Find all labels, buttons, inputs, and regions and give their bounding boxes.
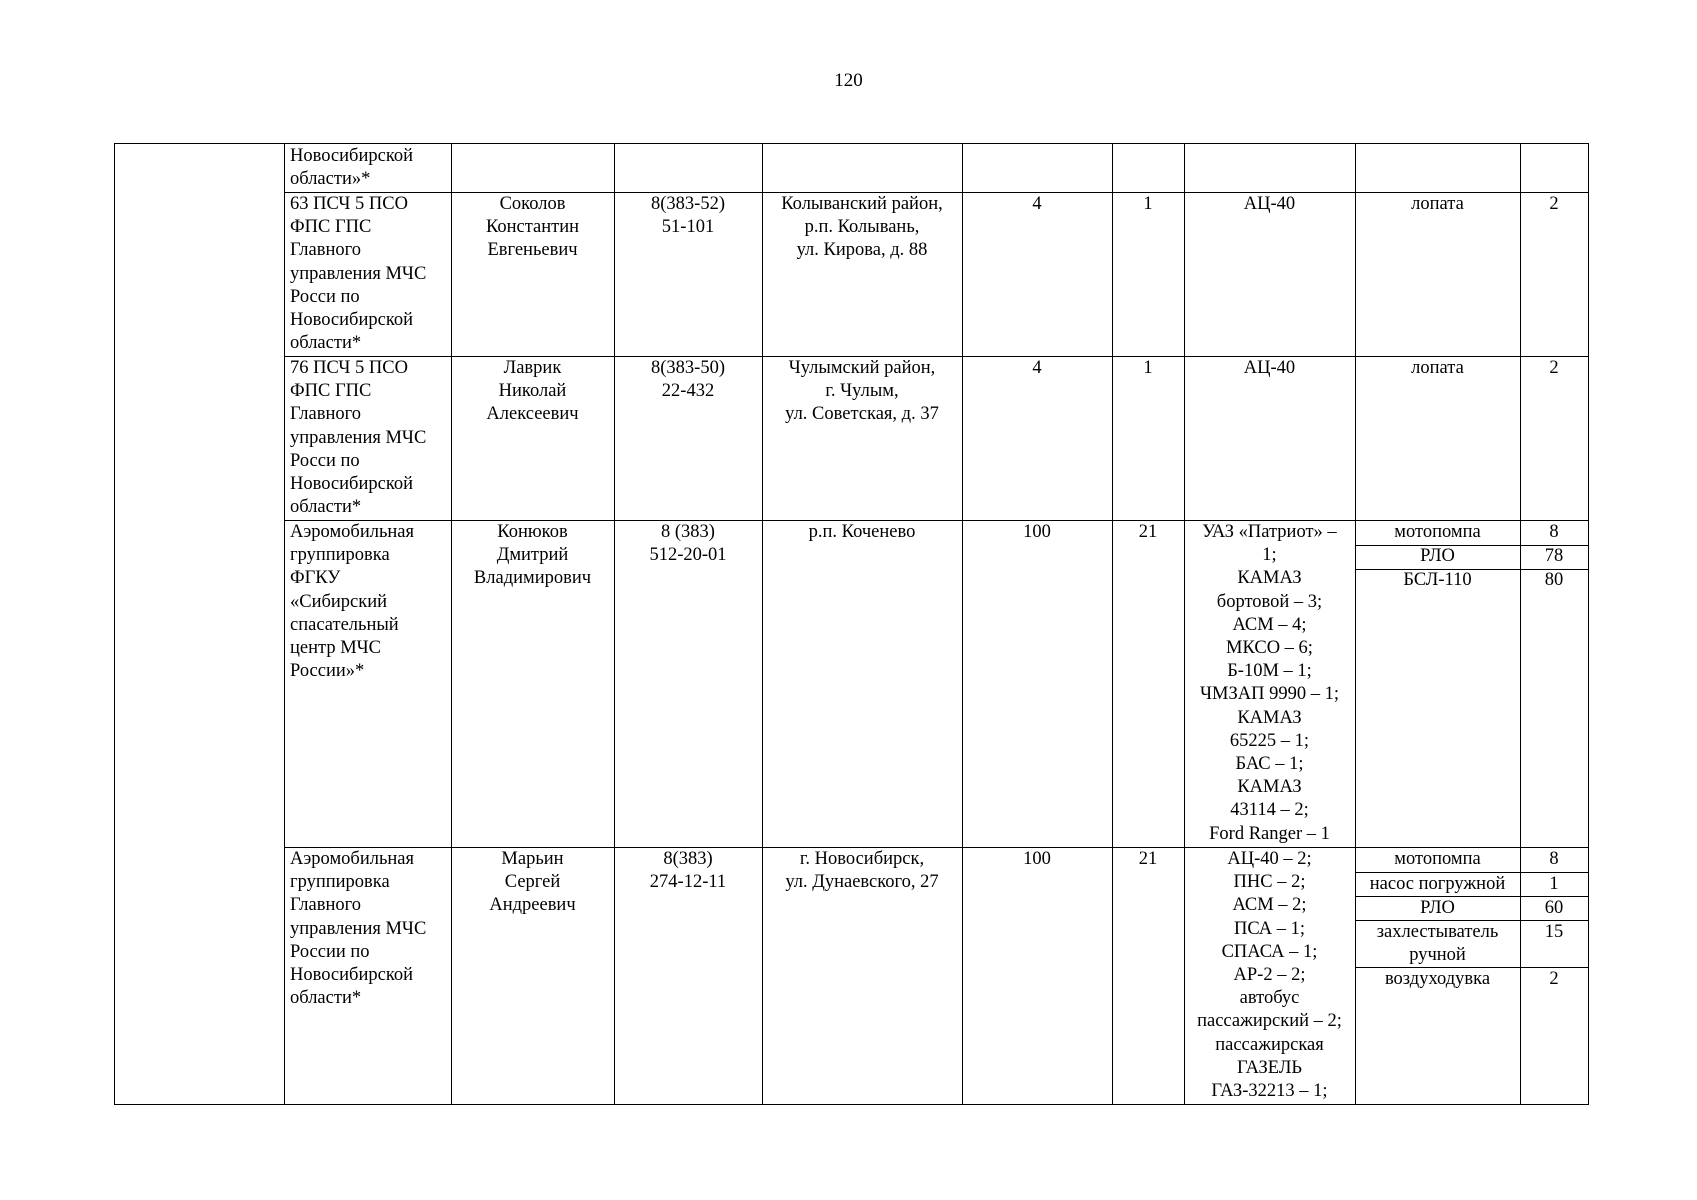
page-number: 120	[834, 70, 863, 91]
head-name-cell-line: Константин	[485, 217, 580, 238]
organization-cell	[290, 193, 451, 355]
table-border	[114, 144, 115, 1104]
organization-cell-line: управления МЧС	[290, 427, 427, 448]
address-cell-line: р.п. Колывань,	[804, 217, 920, 238]
organization-cell-line: 63 ПСЧ 5 ПСО	[290, 194, 408, 214]
equipment-name-cell-line: мотопомпа	[1394, 849, 1481, 869]
organization-cell-line: Новосибирской	[290, 965, 414, 986]
phone-cell-line: 274-12-11	[649, 872, 727, 893]
organization-cell-line: Росси по	[290, 286, 360, 307]
organization-cell-line: ФПС ГПС	[290, 381, 372, 402]
organization-cell-line: области*	[290, 497, 362, 518]
personnel-count: 100	[1023, 522, 1051, 542]
address-cell-line: р.п. Коченево	[808, 522, 916, 542]
equipment-name-cell-line: РЛО	[1420, 546, 1455, 566]
column-divider	[962, 144, 963, 1104]
phone-cell	[614, 848, 762, 894]
column-divider	[762, 144, 763, 1104]
head-name-cell	[451, 193, 614, 263]
vehicles-cell-line: 43114 – 2;	[1230, 800, 1309, 821]
vehicles-cell-line: АСМ – 2;	[1232, 895, 1307, 916]
head-name-cell	[451, 521, 614, 591]
vehicles-cell-line: 65225 – 1;	[1229, 730, 1310, 751]
column-divider	[284, 144, 285, 1104]
equipment-name-cell-line: мотопомпа	[1394, 522, 1481, 542]
column-divider	[1112, 144, 1113, 1104]
equipment-name-cell	[1355, 545, 1520, 568]
organization-cell-line: Главного	[290, 404, 362, 425]
address-cell-line: г. Новосибирск,	[799, 849, 925, 869]
organization-cell-line: области*	[290, 988, 362, 1009]
organization-cell-line: области»*	[290, 169, 371, 190]
equipment-qty-cell: 8	[1549, 522, 1559, 542]
phone-cell	[614, 357, 762, 403]
equipment-name-cell-line: ручной	[1409, 945, 1466, 966]
address-cell-line: ул. Кирова, д. 88	[796, 240, 928, 261]
vehicle-count: 21	[1138, 522, 1158, 542]
address-cell	[762, 848, 962, 894]
organization-cell-line: области*	[290, 333, 362, 354]
head-name-cell-line: Лаврик	[503, 358, 562, 378]
organization-cell-line: 76 ПСЧ 5 ПСО	[290, 358, 408, 378]
head-name-cell	[451, 357, 614, 427]
vehicles-cell-line: МКСО – 6;	[1226, 638, 1313, 659]
head-name-cell-line: Евгеньевич	[487, 240, 578, 261]
vehicles-cell-line: АЦ-40	[1243, 358, 1296, 378]
column-divider	[451, 144, 452, 1104]
address-cell	[762, 521, 962, 544]
organization-cell-line: России по	[290, 941, 370, 962]
address-cell	[762, 193, 962, 263]
head-name-cell-line: Соколов	[499, 194, 566, 214]
head-name-cell-line: Марьин	[501, 849, 564, 869]
phone-cell-line: 512-20-01	[649, 545, 727, 566]
head-name-cell-line: Николай	[498, 381, 567, 402]
equipment-name-cell-line: насос погружной	[1369, 874, 1506, 894]
organization-cell-line: группировка	[290, 872, 390, 893]
phone-cell	[614, 193, 762, 239]
organization-cell-line: центр МЧС	[290, 638, 382, 659]
vehicle-count: 21	[1138, 849, 1158, 869]
vehicles-cell	[1184, 193, 1355, 216]
equipment-name-cell	[1355, 521, 1520, 544]
organization-cell-line: ФПС ГПС	[290, 217, 372, 238]
equipment-name-cell	[1355, 193, 1520, 216]
vehicles-cell	[1184, 357, 1355, 380]
vehicles-cell-line: пассажирская	[1215, 1034, 1324, 1055]
vehicles-cell-line: БАС – 1;	[1235, 754, 1304, 775]
equipment-name-cell	[1355, 968, 1520, 991]
organization-cell-line: Росси по	[290, 450, 360, 471]
equipment-name-cell-line: воздуходувка	[1384, 969, 1491, 989]
organization-cell	[290, 145, 451, 191]
column-divider	[614, 144, 615, 1104]
organization-cell-line: «Сибирский	[290, 591, 388, 612]
equipment-name-cell	[1355, 357, 1520, 380]
personnel-count: 4	[1032, 194, 1042, 214]
vehicles-cell-line: КАМАЗ	[1237, 707, 1302, 728]
equipment-qty-cell: 78	[1544, 546, 1564, 566]
equipment-qty-cell: 15	[1544, 922, 1564, 942]
equipment-name-cell-line: РЛО	[1420, 898, 1455, 918]
organization-cell-line: Новосибирской	[290, 474, 414, 495]
vehicles-cell-line: ПНС – 2;	[1233, 872, 1306, 893]
equipment-table	[114, 143, 1589, 1105]
vehicles-cell-line: ГАЗ-32213 – 1;	[1211, 1081, 1328, 1102]
personnel-count: 100	[1023, 849, 1051, 869]
vehicles-cell-line: УАЗ «Патриот» –	[1202, 522, 1337, 542]
organization-cell-line: ФГКУ	[290, 568, 341, 589]
phone-cell-line: 8(383)	[663, 849, 713, 869]
organization-cell-line: Аэромобильная	[290, 849, 415, 869]
organization-cell-line: Главного	[290, 895, 362, 916]
vehicles-cell-line: АСМ – 4;	[1232, 614, 1307, 635]
vehicles-cell-line: ГАЗЕЛЬ	[1236, 1057, 1303, 1078]
vehicles-cell-line: АЦ-40	[1243, 194, 1296, 214]
phone-cell	[614, 521, 762, 567]
vehicles-cell-line: ПСА – 1;	[1233, 918, 1306, 939]
vehicles-cell-line: КАМАЗ	[1237, 777, 1302, 798]
vehicles-cell-line: КАМАЗ	[1237, 568, 1302, 589]
vehicles-cell	[1184, 848, 1355, 1103]
phone-cell-line: 8(383-50)	[651, 358, 725, 378]
organization-cell-line: управления МЧС	[290, 918, 427, 939]
equipment-name-cell	[1355, 848, 1520, 871]
phone-cell-line: 51-101	[661, 217, 715, 238]
vehicles-cell-line: ЧМЗАП 9990 – 1;	[1200, 684, 1339, 705]
head-name-cell-line: Андреевич	[489, 895, 576, 916]
equipment-name-cell	[1355, 873, 1520, 896]
organization-cell-line: Новосибирской	[290, 310, 414, 331]
vehicles-cell-line: 1;	[1262, 545, 1277, 566]
vehicles-cell-line: автобус	[1239, 988, 1300, 1009]
vehicle-count: 1	[1143, 194, 1153, 214]
organization-cell-line: Новосибирской	[290, 146, 414, 166]
equipment-qty-cell: 2	[1549, 194, 1559, 214]
organization-cell-line: спасательный	[290, 614, 399, 635]
equipment-qty-cell: 8	[1549, 849, 1559, 869]
head-name-cell-line: Алексеевич	[486, 404, 579, 425]
head-name-cell-line: Владимирович	[473, 568, 592, 589]
equipment-name-cell	[1355, 897, 1520, 920]
personnel-count: 4	[1032, 358, 1042, 378]
head-name-cell-line: Сергей	[504, 872, 561, 893]
phone-cell-line: 8 (383)	[661, 522, 715, 542]
table-border	[1588, 144, 1589, 1104]
equipment-name-cell-line: лопата	[1411, 194, 1464, 214]
phone-cell-line: 22-432	[661, 381, 715, 402]
equipment-qty-cell: 1	[1549, 874, 1559, 894]
organization-cell	[290, 521, 451, 683]
equipment-name-cell-line: лопата	[1411, 358, 1464, 378]
vehicles-cell-line: Б-10М – 1;	[1227, 661, 1312, 682]
vehicles-cell-line: АР-2 – 2;	[1233, 965, 1306, 986]
head-name-cell-line: Конюков	[497, 522, 568, 542]
address-cell-line: ул. Дунаевского, 27	[785, 872, 939, 893]
organization-cell	[290, 357, 451, 519]
organization-cell-line: России»*	[290, 661, 365, 682]
column-divider	[1520, 144, 1521, 1104]
vehicles-cell-line: АЦ-40 – 2;	[1227, 849, 1312, 869]
vehicles-cell-line: СПАСА – 1;	[1221, 941, 1318, 962]
equipment-name-cell-line: захлестыватель	[1376, 922, 1499, 942]
head-name-cell	[451, 848, 614, 918]
address-cell-line: Чулымский район,	[788, 358, 936, 378]
address-cell-line: Колыванский район,	[781, 194, 943, 214]
equipment-qty-cell: 2	[1549, 969, 1559, 989]
equipment-qty-cell: 80	[1544, 570, 1564, 590]
address-cell-line: ул. Советская, д. 37	[785, 404, 939, 425]
vehicles-cell	[1184, 521, 1355, 846]
phone-cell-line: 8(383-52)	[651, 194, 725, 214]
organization-cell-line: Аэромобильная	[290, 522, 415, 542]
vehicles-cell-line: бортовой – 3;	[1216, 591, 1323, 612]
address-cell-line: г. Чулым,	[825, 381, 899, 402]
vehicles-cell-line: Ford Ranger – 1	[1209, 823, 1330, 844]
organization-cell-line: управления МЧС	[290, 263, 427, 284]
vehicle-count: 1	[1143, 358, 1153, 378]
organization-cell-line: группировка	[290, 545, 390, 566]
equipment-name-cell-line: БСЛ-110	[1403, 570, 1472, 590]
equipment-name-cell	[1355, 921, 1520, 967]
organization-cell-line: Главного	[290, 240, 362, 261]
equipment-qty-cell: 2	[1549, 358, 1559, 378]
head-name-cell-line: Дмитрий	[496, 545, 569, 566]
equipment-qty-cell: 60	[1544, 898, 1564, 918]
address-cell	[762, 357, 962, 427]
vehicles-cell-line: пассажирский – 2;	[1197, 1011, 1342, 1032]
equipment-name-cell	[1355, 569, 1520, 592]
organization-cell	[290, 848, 451, 1010]
